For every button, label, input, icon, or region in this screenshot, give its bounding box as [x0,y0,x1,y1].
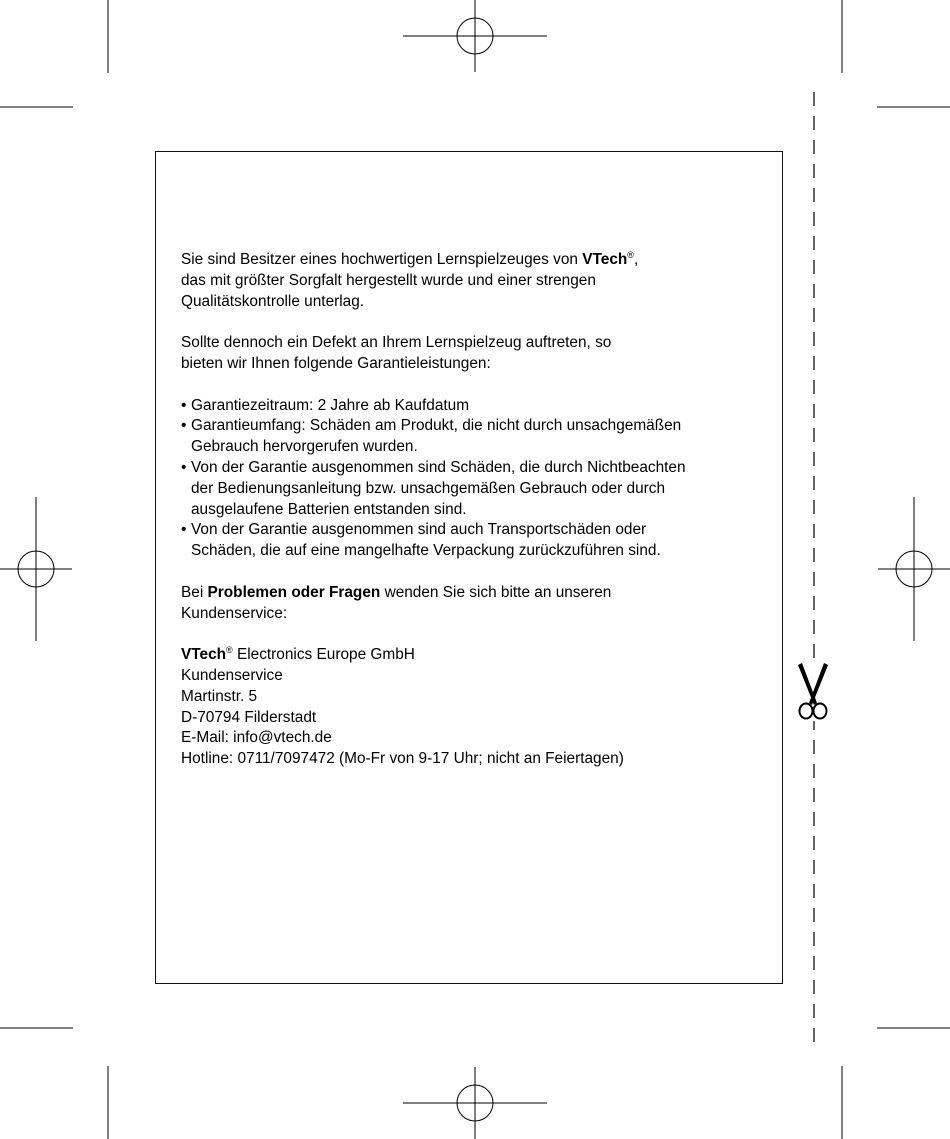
bullet-icon: • [181,521,187,539]
brand-name: VTech [582,251,628,268]
list-item: • Von der Garantie ausgenommen sind Schäden, die durch Nichtbeachten der Bedienungsanleitung bzw. unsachgemäßen Gebrauch oder durch ausgelaufene Batterien entstanden sind. [181,458,686,518]
address-block [181,645,771,770]
bullet-icon: • [181,417,187,435]
bullet-icon: • [181,458,187,476]
street: Martinstr. 5 [181,687,258,705]
email: E-Mail: info@vtech.de [181,729,332,747]
defect-paragraph: Sollte dennoch ein Defekt an Ihrem Lernspielzeug auftreten, so bieten wir Ihnen folgende Garantieleistungen: [181,334,612,372]
warranty-text [181,250,771,770]
city: D-70794 Filderstadt [181,708,317,726]
contact-intro-paragraph: Bei Problemen oder Fragen wenden Sie sich bitte an unseren Kundenservice: [181,583,612,622]
list-item: • Garantiezeitraum: 2 Jahre ab Kaufdatum [181,396,771,417]
hotline: Hotline: 0711/7097472 (Mo-Fr von 9-17 Uhr; nicht an Feiertagen) [181,750,624,768]
bullet-icon: • [181,396,187,414]
warranty-bullet-list [181,396,771,562]
scissors-icon [795,663,831,721]
intro-paragraph: Sie sind Besitzer eines hochwertigen Lernspielzeuges von VTech®, das mit größter Sorgfalt hergestellt wurde und einer strengen Qualitätskontrolle unterlag. [181,250,639,310]
list-item: • Von der Garantie ausgenommen sind auch Transportschäden oder Schäden, die auf eine mangelhafte Verpackung zurückzuführen sind. [181,521,661,560]
list-item: • Garantieumfang: Schäden am Produkt, die nicht durch unsachgemäßen Gebrauch hervorgerufen wurden. [181,417,682,456]
company-name: VTech® Electronics Europe GmbH [181,645,415,664]
department: Kundenservice [181,666,283,684]
